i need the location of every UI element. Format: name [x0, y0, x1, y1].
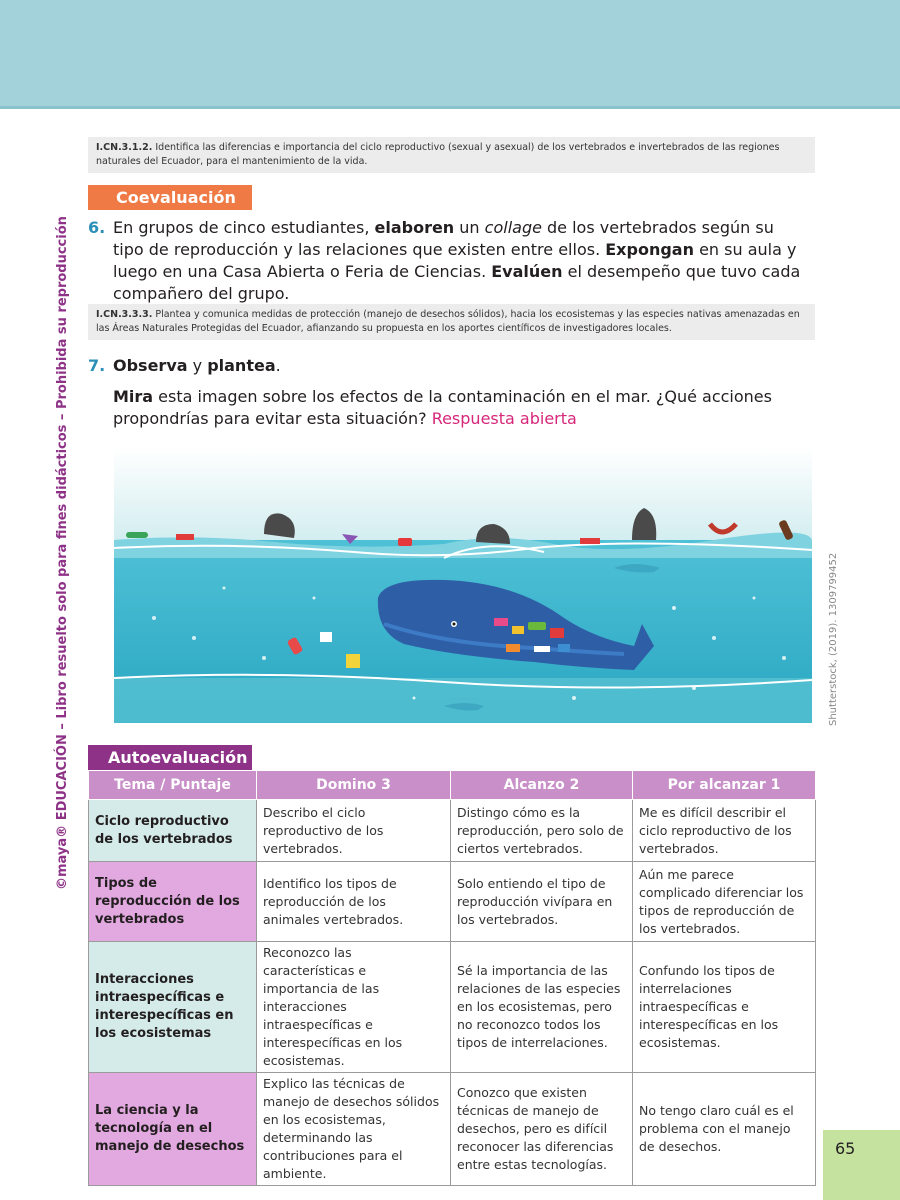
skill-code: I.CN.3.3.3.	[96, 309, 153, 320]
can	[176, 534, 194, 540]
image-credit: Shutterstock, (2019). 1309799452	[828, 552, 839, 726]
top-banner	[0, 0, 900, 109]
skill-box-1	[88, 137, 815, 173]
open-answer: Respuesta abierta	[431, 409, 577, 428]
header-por-alcanzar: Por alcanzar 1	[633, 771, 816, 800]
table-row	[89, 862, 816, 942]
header-domino: Domino 3	[257, 771, 451, 800]
activity-6	[88, 217, 808, 305]
skill-text: Plantea y comunica medidas de protección (manejo de desechos sólidos), hacia los ecosistemas y las especies nativas amenazadas en las Áreas Naturales Protegidas del Ecuador, afianzando su propuesta en los aportes científicos de investigadores locales.	[96, 309, 800, 334]
header-alcanzo: Alcanzo 2	[451, 771, 633, 800]
table-row	[89, 800, 816, 862]
cell-alcanzo: Solo entiendo el tipo de reproducción vivípara en los vertebrados.	[451, 862, 633, 942]
activity-7	[88, 355, 808, 430]
cell-alcanzo: Conozco que existen técnicas de manejo de desechos, pero es difícil reconocer las diferencias entre estas tecnologías.	[451, 1073, 633, 1186]
skill-text: Identifica las diferencias e importancia del ciclo reproductivo (sexual y asexual) de los vertebrados e invertebrados de las regiones naturales del Ecuador, para el mantenimiento de la vida.	[96, 142, 780, 167]
bottle	[398, 538, 412, 546]
skill-box-2	[88, 304, 815, 340]
activity-title: Observa y plantea.	[113, 356, 281, 375]
header-tema: Tema / Puntaje	[89, 771, 257, 800]
row-topic: Interacciones intraespecíficas e interespecíficas en los ecosistemas	[89, 942, 257, 1073]
coevaluacion-header: Coevaluación	[88, 185, 252, 210]
cell-domino: Describo el ciclo reproductivo de los vertebrados.	[257, 800, 451, 862]
row-topic: Tipos de reproducción de los vertebrados	[89, 862, 257, 942]
side-copyright-text: ©maya® EDUCACIÓN – Libro resuelto solo para fines didácticos – Prohibida su reproducción	[55, 216, 70, 890]
plastic	[320, 632, 332, 642]
cell-domino: Identifico los tipos de reproducción de los animales vertebrados.	[257, 862, 451, 942]
cell-por-alcanzar: Me es difícil describir el ciclo reproductivo de los vertebrados.	[633, 800, 816, 862]
cell-por-alcanzar: Aún me parece complicado diferenciar los tipos de reproducción de los vertebrados.	[633, 862, 816, 942]
autoevaluation-table	[88, 770, 816, 1186]
activity-text: En grupos de cinco estudiantes, elaboren un collage de los vertebrados según su tipo de reproducción y las relaciones que existen entre ellos. Expongan en su aula y luego en una Casa Abierta o Feria de Ciencias. Evalúen el desempeño que tuvo cada compañero del grupo.	[113, 218, 801, 303]
item-number: 7.	[88, 356, 106, 375]
page-number: 65	[823, 1130, 900, 1200]
cell-domino: Explico las técnicas de manejo de desechos sólidos en los ecosistemas, determinando las contribuciones para el ambiente.	[257, 1073, 451, 1186]
ocean-pollution-illustration	[114, 448, 812, 723]
green-bottle	[126, 532, 148, 538]
cell-alcanzo: Sé la importancia de las relaciones de las especies en los ecosistemas, pero no reconozco todos los tipos de interrelaciones.	[451, 942, 633, 1073]
maya-logo: maya	[55, 837, 70, 877]
activity-question: Mira esta imagen sobre los efectos de la contaminación en el mar. ¿Qué acciones propondrías para evitar esta situación? Respuesta abierta	[113, 387, 772, 428]
row-topic: Ciclo reproductivo de los vertebrados	[89, 800, 257, 862]
cell-alcanzo: Distingo cómo es la reproducción, pero solo de ciertos vertebrados.	[451, 800, 633, 862]
can	[580, 538, 600, 544]
cell-por-alcanzar: No tengo claro cuál es el problema con el manejo de desechos.	[633, 1073, 816, 1186]
item-number: 6.	[88, 218, 106, 237]
cell-por-alcanzar: Confundo los tipos de interrelaciones intraespecíficas e interespecíficas en los ecosistemas.	[633, 942, 816, 1073]
autoevaluacion-header: Autoevaluación	[88, 745, 252, 770]
skill-code: I.CN.3.1.2.	[96, 142, 153, 153]
table-row	[89, 1073, 816, 1186]
cell-domino: Reconozco las características e importancia de las interacciones intraespecíficas e interespecíficas en los ecosistemas.	[257, 942, 451, 1073]
table-row	[89, 942, 816, 1073]
row-topic: La ciencia y la tecnología en el manejo de desechos	[89, 1073, 257, 1186]
yellow-bag	[346, 654, 360, 668]
table-header-row	[89, 771, 816, 800]
